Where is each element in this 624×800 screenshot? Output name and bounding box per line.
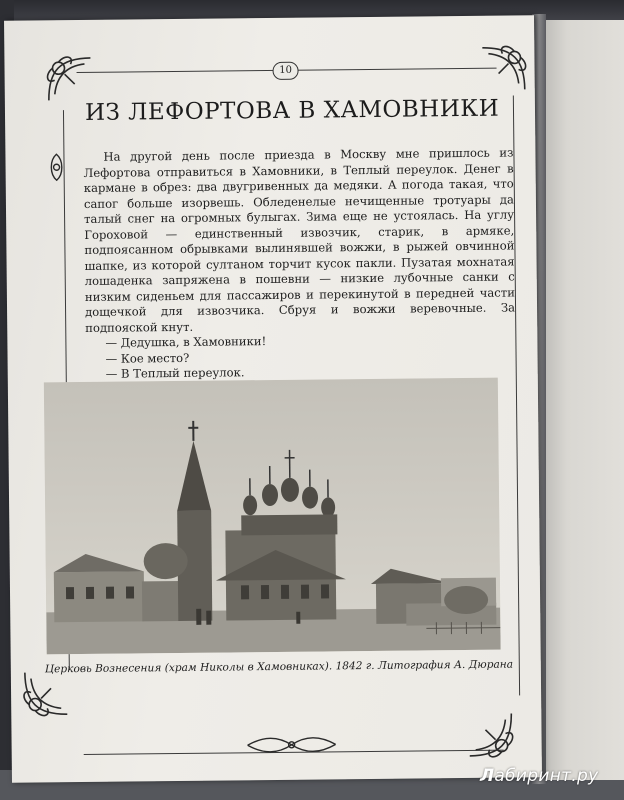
illustration-caption: Церковь Вознесения (храм Николы в Хамовниках). 1842 г. Литография А. Дюрана [44, 658, 514, 676]
chapter-text [83, 145, 516, 397]
facing-page [540, 20, 624, 780]
dialog-line: — В Теплый переулок. [105, 365, 245, 381]
side-ornament-left [45, 152, 67, 182]
page-number: 10 [272, 62, 298, 80]
frame-right-line [513, 95, 520, 695]
watermark-mark: Л [480, 766, 495, 786]
labirint-watermark [480, 766, 598, 786]
paragraph: На другой день после приезда в Москву мне пришлось из Лефортова отправиться в Хамовники, в Теплый переулок. Денег в кармане в обрез: два двугривенных да медяки. А погода такая, что сапог больше изорвешь. Обледенелые нечищенные тротуары да талый снег на огромных булыгах. Зима еще не устоялась. На углу Гороховой — единственный извозчик, старик, в армяке, подпоясанном обрывками вылинявшей вожжи, в рыжей овчинной шапке, из которой султаном торчит кусок пакли. Пузатая мохнатая лошаденка запряжена в пошевни — низкие лубочные санки с низким сиденьем для пассажиров и перекинутой в передней части дощечкой для извозчика. Сбруя и вожжи веревочные. За подпояской кнут. [83, 145, 516, 335]
book-page [4, 15, 542, 783]
watermark-text: абиринт.ру [494, 766, 599, 786]
bottom-center-ornament [244, 733, 340, 756]
corner-ornament-top-right [474, 39, 533, 98]
dialog-line: — Дедушка, в Хамовники! [105, 334, 267, 350]
chapter-title: ИЗ ЛЕФОРТОВА В ХАМОВНИКИ [84, 95, 500, 126]
dialog-line: — Кое место? [105, 350, 190, 366]
church-lithograph [44, 378, 501, 655]
corner-ornament-bottom-right [461, 705, 520, 764]
